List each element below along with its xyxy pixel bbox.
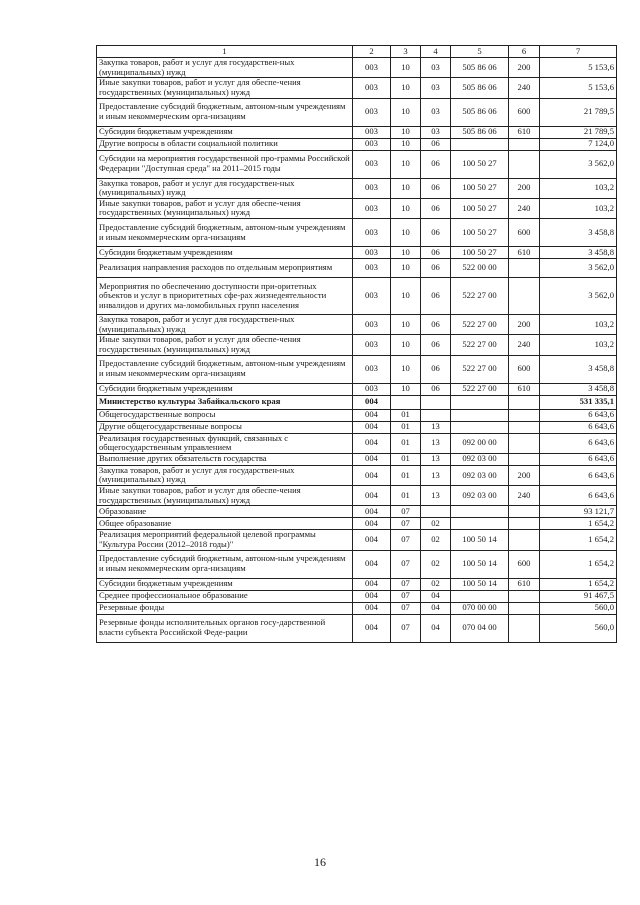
code-cell-subsection: 10 — [391, 58, 421, 78]
code-cell-expense-type — [509, 409, 540, 421]
code-cell-subsection: 10 — [391, 247, 421, 259]
table-row — [97, 58, 617, 78]
code-cell-expense-type: 600 — [509, 98, 540, 126]
code-cell-group: 02 — [421, 530, 451, 550]
code-cell-subsection: 10 — [391, 198, 421, 218]
amount-cell: 3 562,0 — [540, 150, 617, 178]
code-cell-subsection: 07 — [391, 590, 421, 602]
code-cell-group: 06 — [421, 198, 451, 218]
budget-table — [96, 45, 617, 643]
code-cell-target: 100 50 27 — [451, 247, 509, 259]
row-name-cell: Иные закупки товаров, работ и услуг для обеспе-чения государственных (муниципальных) нужд — [97, 78, 353, 98]
row-name-cell: Иные закупки товаров, работ и услуг для обеспе-чения государственных (муниципальных) нужд — [97, 486, 353, 506]
code-cell-section: 003 — [353, 78, 391, 98]
table-row — [97, 614, 617, 642]
table-row — [97, 486, 617, 506]
code-cell-expense-type — [509, 259, 540, 278]
row-name-cell: Образование — [97, 506, 353, 518]
code-cell-subsection: 10 — [391, 315, 421, 335]
code-cell-group: 13 — [421, 486, 451, 506]
code-cell-target: 092 03 00 — [451, 465, 509, 485]
code-cell-group: 02 — [421, 550, 451, 578]
row-name-cell: Закупка товаров, работ и услуг для государствен-ных (муниципальных) нужд — [97, 465, 353, 485]
code-cell-target: 070 04 00 — [451, 614, 509, 642]
amount-cell: 5 153,6 — [540, 78, 617, 98]
code-cell-subsection: 07 — [391, 578, 421, 590]
code-cell-group: 03 — [421, 58, 451, 78]
code-cell-group: 02 — [421, 578, 451, 590]
code-cell-section: 003 — [353, 355, 391, 383]
table-row — [97, 602, 617, 614]
code-cell-subsection: 01 — [391, 421, 421, 433]
code-cell-expense-type — [509, 614, 540, 642]
code-cell-target — [451, 409, 509, 421]
table-row — [97, 506, 617, 518]
row-name-cell: Министерство культуры Забайкальского края — [97, 395, 353, 409]
code-cell-group: 06 — [421, 178, 451, 198]
row-name-cell: Резервные фонды исполнительных органов госу-дарственной власти субъекта Российской Феде-рации — [97, 614, 353, 642]
code-cell-group: 06 — [421, 259, 451, 278]
table-row — [97, 259, 617, 278]
header-cell-4: 4 — [421, 46, 451, 58]
code-cell-group — [421, 409, 451, 421]
code-cell-expense-type — [509, 138, 540, 150]
amount-cell: 3 562,0 — [540, 259, 617, 278]
code-cell-target: 522 27 00 — [451, 278, 509, 315]
table-row — [97, 578, 617, 590]
header-cell-6: 6 — [509, 46, 540, 58]
table-row — [97, 247, 617, 259]
code-cell-group: 13 — [421, 453, 451, 465]
table-header-row — [97, 46, 617, 58]
code-cell-target: 522 27 00 — [451, 315, 509, 335]
code-cell-expense-type — [509, 518, 540, 530]
code-cell-group: 04 — [421, 614, 451, 642]
code-cell-section: 004 — [353, 602, 391, 614]
amount-cell: 3 458,8 — [540, 383, 617, 395]
code-cell-section: 004 — [353, 409, 391, 421]
amount-cell: 6 643,6 — [540, 486, 617, 506]
row-name-cell: Предоставление субсидий бюджетным, автоном-ным учреждениям и иным некоммерческим орга-низациям — [97, 219, 353, 247]
amount-cell: 560,0 — [540, 614, 617, 642]
code-cell-target: 100 50 14 — [451, 550, 509, 578]
code-cell-target: 070 00 00 — [451, 602, 509, 614]
code-cell-expense-type: 610 — [509, 247, 540, 259]
table-row — [97, 178, 617, 198]
table-row — [97, 395, 617, 409]
row-name-cell: Мероприятия по обеспечению доступности при-оритетных объектов и услуг в приоритетных сфе-рах жизнедеятельности инвалидов и других ма-ломобильных групп населения — [97, 278, 353, 315]
code-cell-target: 522 00 00 — [451, 259, 509, 278]
code-cell-group: 04 — [421, 602, 451, 614]
row-name-cell: Субсидии бюджетным учреждениям — [97, 126, 353, 138]
code-cell-expense-type — [509, 433, 540, 453]
code-cell-target: 100 50 27 — [451, 150, 509, 178]
code-cell-section: 003 — [353, 198, 391, 218]
code-cell-target: 092 00 00 — [451, 433, 509, 453]
table-row — [97, 315, 617, 335]
code-cell-section: 004 — [353, 433, 391, 453]
code-cell-section: 003 — [353, 383, 391, 395]
code-cell-group: 03 — [421, 126, 451, 138]
code-cell-target: 522 27 00 — [451, 355, 509, 383]
amount-cell: 103,2 — [540, 178, 617, 198]
amount-cell: 3 562,0 — [540, 278, 617, 315]
code-cell-section: 004 — [353, 395, 391, 409]
row-name-cell: Субсидии бюджетным учреждениям — [97, 383, 353, 395]
code-cell-expense-type: 240 — [509, 335, 540, 355]
code-cell-expense-type: 200 — [509, 315, 540, 335]
table-row — [97, 453, 617, 465]
code-cell-section: 003 — [353, 219, 391, 247]
code-cell-expense-type: 600 — [509, 355, 540, 383]
table-row — [97, 335, 617, 355]
code-cell-expense-type: 240 — [509, 198, 540, 218]
row-name-cell: Другие вопросы в области социальной политики — [97, 138, 353, 150]
code-cell-target: 505 86 06 — [451, 98, 509, 126]
code-cell-section: 004 — [353, 465, 391, 485]
code-cell-expense-type: 200 — [509, 465, 540, 485]
amount-cell: 3 458,8 — [540, 219, 617, 247]
amount-cell: 6 643,6 — [540, 409, 617, 421]
code-cell-group: 06 — [421, 383, 451, 395]
code-cell-expense-type: 600 — [509, 219, 540, 247]
table-row — [97, 518, 617, 530]
code-cell-group: 06 — [421, 355, 451, 383]
code-cell-section: 004 — [353, 421, 391, 433]
code-cell-subsection: 01 — [391, 453, 421, 465]
code-cell-section: 004 — [353, 453, 391, 465]
code-cell-section: 004 — [353, 530, 391, 550]
code-cell-section: 004 — [353, 614, 391, 642]
amount-cell: 6 643,6 — [540, 421, 617, 433]
code-cell-target: 505 86 06 — [451, 78, 509, 98]
row-name-cell: Резервные фонды — [97, 602, 353, 614]
table-row — [97, 530, 617, 550]
amount-cell: 103,2 — [540, 315, 617, 335]
code-cell-group: 06 — [421, 219, 451, 247]
table-row — [97, 150, 617, 178]
code-cell-target — [451, 518, 509, 530]
code-cell-section: 004 — [353, 506, 391, 518]
row-name-cell: Закупка товаров, работ и услуг для государствен-ных (муниципальных) нужд — [97, 178, 353, 198]
code-cell-expense-type: 610 — [509, 578, 540, 590]
code-cell-target: 100 50 27 — [451, 178, 509, 198]
row-name-cell: Предоставление субсидий бюджетным, автоном-ным учреждениям и иным некоммерческим орга-низациям — [97, 550, 353, 578]
row-name-cell: Субсидии на мероприятия государственной про-граммы Российской Федерации "Доступная среда" на 2011–2015 годы — [97, 150, 353, 178]
code-cell-subsection: 10 — [391, 335, 421, 355]
code-cell-expense-type: 610 — [509, 383, 540, 395]
row-name-cell: Субсидии бюджетным учреждениям — [97, 247, 353, 259]
table-row — [97, 138, 617, 150]
code-cell-expense-type — [509, 590, 540, 602]
code-cell-section: 003 — [353, 126, 391, 138]
code-cell-group: 04 — [421, 590, 451, 602]
header-cell-2: 2 — [353, 46, 391, 58]
row-name-cell: Иные закупки товаров, работ и услуг для обеспе-чения государственных (муниципальных) нужд — [97, 335, 353, 355]
code-cell-expense-type — [509, 506, 540, 518]
code-cell-target — [451, 421, 509, 433]
code-cell-section: 003 — [353, 259, 391, 278]
code-cell-expense-type: 200 — [509, 178, 540, 198]
code-cell-subsection: 07 — [391, 614, 421, 642]
code-cell-expense-type: 240 — [509, 486, 540, 506]
row-name-cell: Закупка товаров, работ и услуг для государствен-ных (муниципальных) нужд — [97, 58, 353, 78]
amount-cell: 103,2 — [540, 198, 617, 218]
code-cell-expense-type: 600 — [509, 550, 540, 578]
code-cell-subsection: 10 — [391, 278, 421, 315]
amount-cell: 3 458,8 — [540, 247, 617, 259]
row-name-cell: Закупка товаров, работ и услуг для государствен-ных (муниципальных) нужд — [97, 315, 353, 335]
code-cell-target: 100 50 14 — [451, 530, 509, 550]
table-row — [97, 126, 617, 138]
code-cell-expense-type — [509, 530, 540, 550]
code-cell-section: 004 — [353, 550, 391, 578]
code-cell-subsection: 10 — [391, 355, 421, 383]
code-cell-group — [421, 395, 451, 409]
code-cell-section: 004 — [353, 578, 391, 590]
code-cell-group: 13 — [421, 433, 451, 453]
code-cell-target: 092 03 00 — [451, 453, 509, 465]
code-cell-target — [451, 395, 509, 409]
amount-cell: 6 643,6 — [540, 465, 617, 485]
code-cell-expense-type — [509, 453, 540, 465]
code-cell-section: 003 — [353, 278, 391, 315]
row-name-cell: Другие общегосударственные вопросы — [97, 421, 353, 433]
amount-cell: 93 121,7 — [540, 506, 617, 518]
header-cell-3: 3 — [391, 46, 421, 58]
code-cell-group: 06 — [421, 150, 451, 178]
table-row — [97, 421, 617, 433]
row-name-cell: Предоставление субсидий бюджетным, автоном-ным учреждениям и иным некоммерческим орга-низациям — [97, 98, 353, 126]
code-cell-expense-type — [509, 395, 540, 409]
amount-cell: 21 789,5 — [540, 98, 617, 126]
code-cell-subsection: 07 — [391, 518, 421, 530]
amount-cell: 1 654,2 — [540, 530, 617, 550]
table-row — [97, 78, 617, 98]
table-row — [97, 550, 617, 578]
amount-cell: 6 643,6 — [540, 453, 617, 465]
table-row — [97, 198, 617, 218]
code-cell-section: 004 — [353, 518, 391, 530]
code-cell-subsection: 10 — [391, 383, 421, 395]
code-cell-section: 004 — [353, 486, 391, 506]
amount-cell: 7 124,0 — [540, 138, 617, 150]
code-cell-section: 003 — [353, 58, 391, 78]
code-cell-expense-type: 610 — [509, 126, 540, 138]
code-cell-subsection: 10 — [391, 150, 421, 178]
code-cell-section: 004 — [353, 590, 391, 602]
code-cell-group: 13 — [421, 465, 451, 485]
row-name-cell: Предоставление субсидий бюджетным, автоном-ным учреждениям и иным некоммерческим орга-низациям — [97, 355, 353, 383]
header-cell-1: 1 — [97, 46, 353, 58]
table-row — [97, 278, 617, 315]
table-row — [97, 219, 617, 247]
code-cell-expense-type: 200 — [509, 58, 540, 78]
row-name-cell: Выполнение других обязательств государства — [97, 453, 353, 465]
code-cell-target: 505 86 06 — [451, 126, 509, 138]
code-cell-target — [451, 138, 509, 150]
code-cell-group: 03 — [421, 78, 451, 98]
table-row — [97, 433, 617, 453]
code-cell-target: 100 50 27 — [451, 198, 509, 218]
code-cell-section: 003 — [353, 98, 391, 126]
table-body — [97, 58, 617, 643]
row-name-cell: Среднее профессиональное образование — [97, 590, 353, 602]
table-row — [97, 409, 617, 421]
code-cell-group: 06 — [421, 247, 451, 259]
code-cell-target — [451, 506, 509, 518]
code-cell-section: 003 — [353, 247, 391, 259]
table-row — [97, 98, 617, 126]
amount-cell: 560,0 — [540, 602, 617, 614]
amount-cell: 21 789,5 — [540, 126, 617, 138]
amount-cell: 1 654,2 — [540, 578, 617, 590]
code-cell-subsection: 10 — [391, 178, 421, 198]
code-cell-group: 02 — [421, 518, 451, 530]
table-row — [97, 590, 617, 602]
amount-cell: 531 335,1 — [540, 395, 617, 409]
row-name-cell: Реализация государственных функций, связанных с общегосударственным управлением — [97, 433, 353, 453]
code-cell-group — [421, 506, 451, 518]
code-cell-expense-type — [509, 150, 540, 178]
header-cell-7: 7 — [540, 46, 617, 58]
code-cell-subsection — [391, 395, 421, 409]
code-cell-subsection: 10 — [391, 78, 421, 98]
code-cell-target: 505 86 06 — [451, 58, 509, 78]
code-cell-subsection: 07 — [391, 506, 421, 518]
code-cell-section: 003 — [353, 150, 391, 178]
code-cell-subsection: 10 — [391, 98, 421, 126]
row-name-cell: Общее образование — [97, 518, 353, 530]
code-cell-target — [451, 590, 509, 602]
row-name-cell: Иные закупки товаров, работ и услуг для обеспе-чения государственных (муниципальных) нужд — [97, 198, 353, 218]
table-row — [97, 355, 617, 383]
code-cell-group: 06 — [421, 138, 451, 150]
amount-cell: 91 467,5 — [540, 590, 617, 602]
code-cell-section: 003 — [353, 335, 391, 355]
page-number: 16 — [314, 855, 326, 869]
code-cell-target: 100 50 14 — [451, 578, 509, 590]
code-cell-expense-type — [509, 602, 540, 614]
row-name-cell: Субсидии бюджетным учреждениям — [97, 578, 353, 590]
row-name-cell: Общегосударственные вопросы — [97, 409, 353, 421]
code-cell-target: 100 50 27 — [451, 219, 509, 247]
row-name-cell: Реализация мероприятий федеральной целевой программы "Культура России (2012–2018 годы)" — [97, 530, 353, 550]
code-cell-subsection: 10 — [391, 259, 421, 278]
amount-cell: 103,2 — [540, 335, 617, 355]
code-cell-subsection: 10 — [391, 126, 421, 138]
code-cell-expense-type: 240 — [509, 78, 540, 98]
code-cell-section: 003 — [353, 315, 391, 335]
amount-cell: 3 458,8 — [540, 355, 617, 383]
code-cell-section: 003 — [353, 178, 391, 198]
code-cell-expense-type — [509, 421, 540, 433]
header-cell-5: 5 — [451, 46, 509, 58]
code-cell-subsection: 10 — [391, 219, 421, 247]
code-cell-section: 003 — [353, 138, 391, 150]
code-cell-group: 06 — [421, 315, 451, 335]
code-cell-subsection: 07 — [391, 530, 421, 550]
row-name-cell: Реализация направления расходов по отдельным мероприятиям — [97, 259, 353, 278]
table-row — [97, 465, 617, 485]
code-cell-group: 03 — [421, 98, 451, 126]
amount-cell: 6 643,6 — [540, 433, 617, 453]
code-cell-subsection: 10 — [391, 138, 421, 150]
code-cell-target: 522 27 00 — [451, 335, 509, 355]
amount-cell: 1 654,2 — [540, 550, 617, 578]
code-cell-group: 06 — [421, 278, 451, 315]
code-cell-group: 13 — [421, 421, 451, 433]
amount-cell: 5 153,6 — [540, 58, 617, 78]
code-cell-subsection: 01 — [391, 409, 421, 421]
amount-cell: 1 654,2 — [540, 518, 617, 530]
code-cell-target: 522 27 00 — [451, 383, 509, 395]
code-cell-subsection: 01 — [391, 465, 421, 485]
code-cell-group: 06 — [421, 335, 451, 355]
code-cell-subsection: 07 — [391, 550, 421, 578]
code-cell-subsection: 01 — [391, 433, 421, 453]
code-cell-expense-type — [509, 278, 540, 315]
code-cell-subsection: 01 — [391, 486, 421, 506]
code-cell-subsection: 07 — [391, 602, 421, 614]
code-cell-target: 092 03 00 — [451, 486, 509, 506]
table-row — [97, 383, 617, 395]
